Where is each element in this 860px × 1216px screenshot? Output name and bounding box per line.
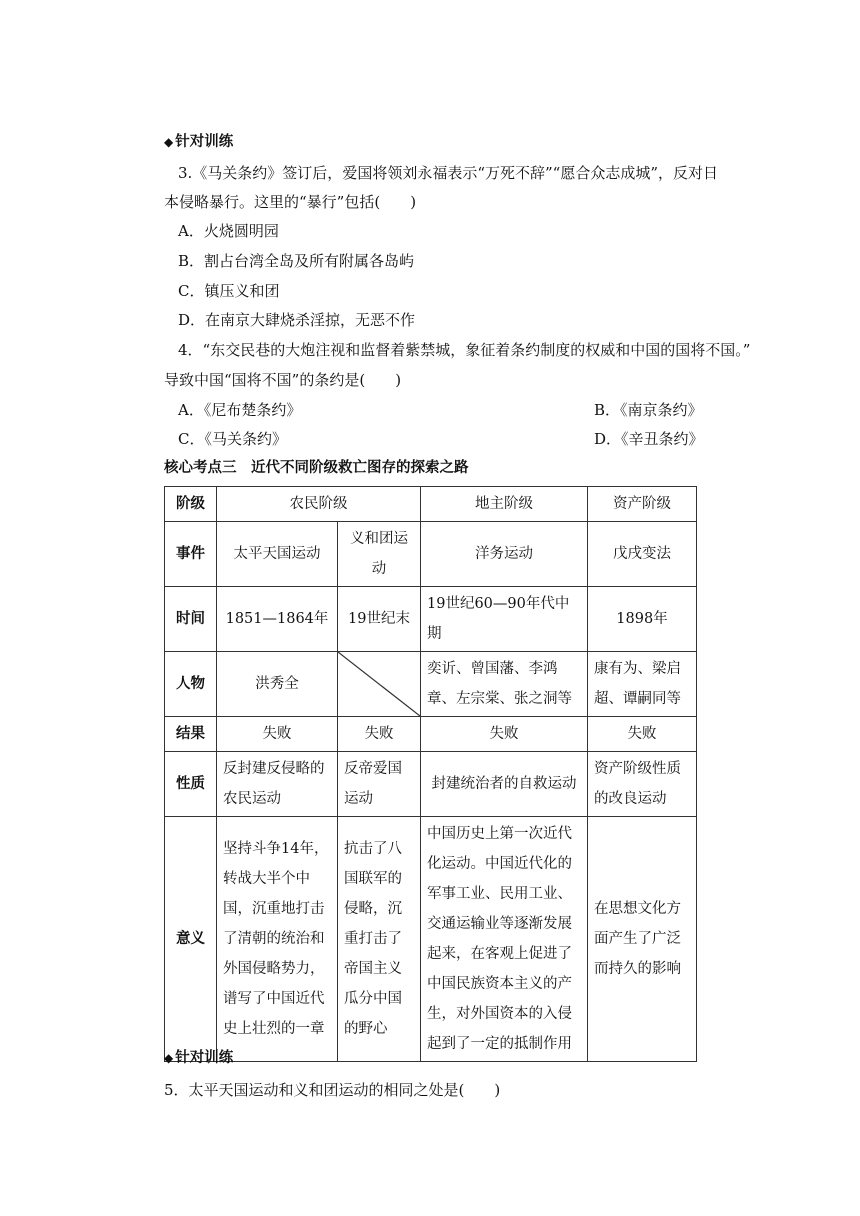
row-header: 结果 (165, 717, 217, 752)
practice-heading-2: ◆ 针对训练 (164, 1050, 234, 1066)
table-row-result (165, 717, 697, 752)
q4-option-b: B．《南京条约》 (594, 401, 703, 419)
table-cell: 反封建反侵略的农民运动 (217, 752, 338, 817)
table-cell: 资产阶级性质的改良运动 (588, 752, 697, 817)
q4-option-a: A．《尼布楚条约》 (178, 401, 302, 419)
question-3-line-2: 本侵略暴行。这里的“暴行”包括( ) (164, 193, 417, 211)
question-5: 5．太平天国运动和义和团运动的相同之处是( ) (164, 1081, 501, 1099)
table-cell: 1851—1864年 (217, 587, 338, 652)
table-cell: 坚持斗争14年，转战大半个中国，沉重地打击了清朝的统治和外国侵略势力，谱写了中国近代史上壮烈的一章 (217, 817, 338, 1062)
table-cell: 在思想文化方面产生了广泛而持久的影响 (588, 817, 697, 1062)
q3-option-d: D．在南京大肆烧杀淫掠，无恶不作 (178, 311, 416, 329)
table-row-time (165, 587, 697, 652)
table-cell: 抗击了八国联军的侵略，沉重打击了帝国主义瓜分中国的野心 (338, 817, 421, 1062)
diamond-bullet-icon: ◆ (164, 135, 174, 149)
table-cell: 农民阶级 (217, 487, 421, 522)
table-cell: 康有为、梁启超、谭嗣同等 (588, 652, 697, 717)
table-cell: 洋务运动 (421, 522, 588, 587)
table-cell: 19世纪末 (338, 587, 421, 652)
row-header: 意义 (165, 817, 217, 1062)
table-row-event (165, 522, 697, 587)
empty-diagonal-cell (338, 652, 421, 717)
table-cell: 中国历史上第一次近代化运动。中国近代化的军事工业、民用工业、交通运输业等逐渐发展起来，在客观上促进了中国民族资本主义的产生，对外国资本的入侵起到了一定的抵制作用 (421, 817, 588, 1062)
table-cell: 资产阶级 (588, 487, 697, 522)
q3-option-a: A．火烧圆明园 (178, 222, 279, 240)
table-cell: 奕䜣、曾国藩、李鸿章、左宗棠、张之洞等 (421, 652, 588, 717)
table-cell: 失败 (421, 717, 588, 752)
table-cell: 洪秀全 (217, 652, 338, 717)
table-cell: 封建统治者的自救运动 (421, 752, 588, 817)
table-row-significance (165, 817, 697, 1062)
table-row-nature (165, 752, 697, 817)
table-cell: 反帝爱国运动 (338, 752, 421, 817)
q4-option-d: D．《辛丑条约》 (594, 430, 704, 448)
table-cell: 失败 (217, 717, 338, 752)
question-3-line-1: 3.《马关条约》签订后，爱国将领刘永福表示“万死不辞”“愿合众志成城”，反对日 (178, 164, 718, 182)
table-cell: 1898年 (588, 587, 697, 652)
table-cell: 戊戌变法 (588, 522, 697, 587)
table-cell: 19世纪60—90年代中期 (421, 587, 588, 652)
table-row-people (165, 652, 697, 717)
practice-heading: ◆ 针对训练 (164, 134, 234, 150)
row-header: 性质 (165, 752, 217, 817)
question-4-line-2: 导致中国“国将不国”的条约是( ) (164, 371, 402, 389)
table-cell: 失败 (338, 717, 421, 752)
row-header: 时间 (165, 587, 217, 652)
table-cell: 地主阶级 (421, 487, 588, 522)
diagonal-line (338, 652, 420, 716)
table-cell: 太平天国运动 (217, 522, 338, 587)
table-cell: 失败 (588, 717, 697, 752)
question-4-line-1: 4．“东交民巷的大炮注视和监督着紫禁城，象征着条约制度的权威和中国的国将不国。” (178, 341, 751, 359)
q3-option-b: B．割占台湾全岛及所有附属各岛屿 (178, 252, 415, 270)
row-header: 事件 (165, 522, 217, 587)
comparison-table (164, 486, 697, 1062)
diamond-bullet-icon: ◆ (164, 1051, 174, 1065)
q4-option-c: C．《马关条约》 (178, 430, 287, 448)
row-header: 阶级 (165, 487, 217, 522)
q3-option-c: C．镇压义和团 (178, 282, 280, 300)
row-header: 人物 (165, 652, 217, 717)
table-cell: 义和团运动 (338, 522, 421, 587)
table-row-class (165, 487, 697, 522)
core-topic-title: 核心考点三 近代不同阶级救亡图存的探索之路 (164, 460, 469, 476)
